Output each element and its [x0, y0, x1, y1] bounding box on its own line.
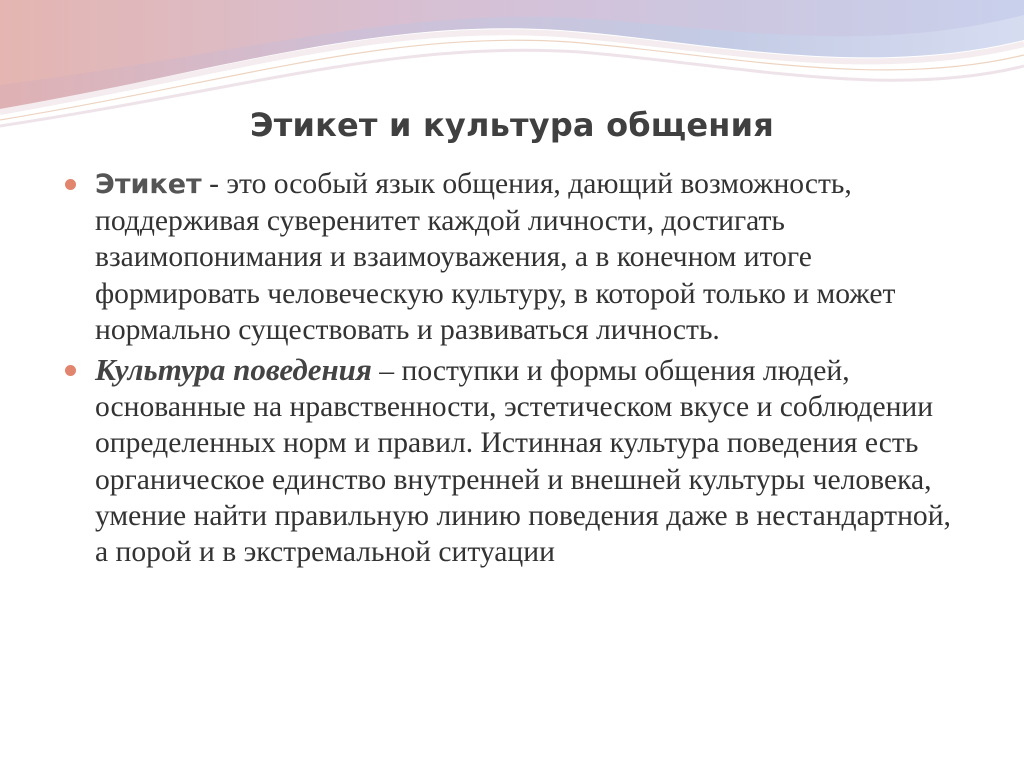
- bullet-item-etiquette: [95, 166, 955, 348]
- bullet-dot-icon: [65, 179, 76, 190]
- bullet-list: [95, 166, 955, 574]
- bullet-term: Культура поведения: [95, 352, 372, 388]
- bullet-dot-icon: [65, 365, 76, 376]
- bullet-text: – поступки и формы общения людей, основанные на нравственности, эстетическом вкусе и соблюдении определенных норм и правил. Истинная культура поведения есть органическое единство внутренней и внешней культуры человека, умение найти правильную линию поведения даже в нестандартной, а порой и в экстремальной ситуации: [95, 355, 951, 569]
- bullet-term: Этикет: [95, 169, 202, 200]
- bullet-text: - это особый язык общения, дающий возможность, поддерживая суверенитет каждой личности, достигать взаимопонимания и взаимоуважения, а в конечном итоге формировать человеческую культуру, в которой только и может нормально существовать и развиваться личность.: [95, 168, 896, 346]
- bullet-item-behavior-culture: [95, 352, 955, 570]
- slide-title: Этикет и культура общения: [250, 106, 774, 144]
